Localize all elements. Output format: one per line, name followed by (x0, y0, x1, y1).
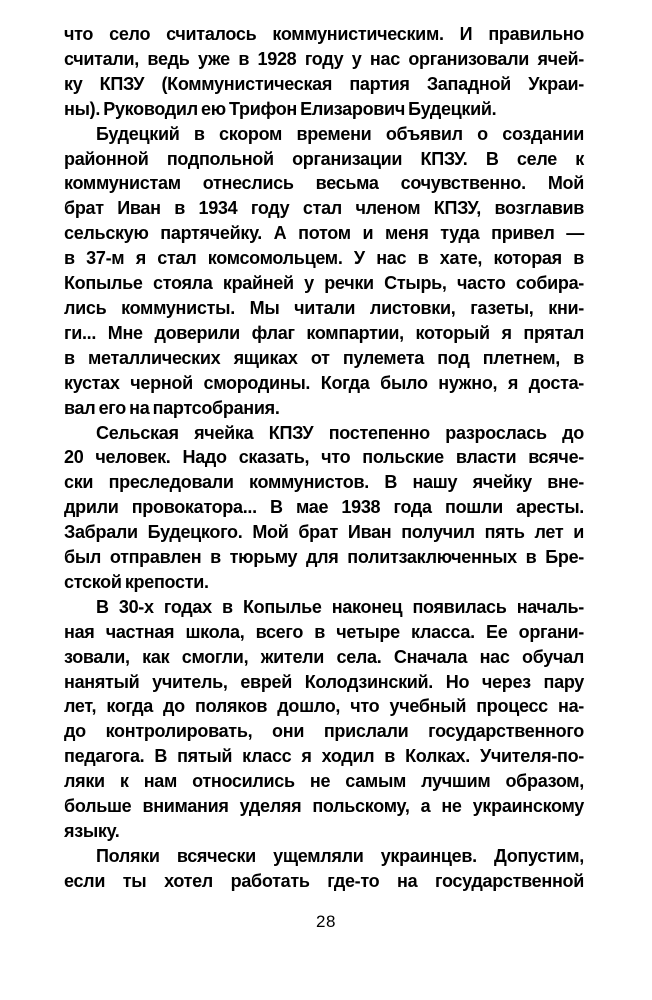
text-line: в металлических ящиках от пулемета под плетнем, в (64, 347, 584, 368)
text-line: кустах черной смородины. Когда было нужно, я доста- (64, 372, 584, 393)
text-line: районной подпольной организации КПЗУ. В селе к (64, 148, 584, 169)
text-line: ляки к нам относились не самым лучшим образом, (64, 771, 584, 792)
text-line: в 37-м я стал комсомольцем. У нас в хате, которая в (64, 248, 584, 269)
text-line: языку. (64, 821, 120, 841)
text-line: В 30-х годах в Копылье наконец появилась началь- (96, 596, 584, 617)
text-line: педагога. В пятый класс я ходил в Колках. Учителя-по- (64, 746, 584, 767)
text-line: 20 человек. Надо сказать, что польские власти всяче- (64, 447, 584, 468)
text-line: Забрали Будецкого. Мой брат Иван получил пять лет и (64, 522, 584, 543)
text-line: вал его на партсобрания. (64, 397, 280, 418)
text-line: коммунистам отнеслись весьма сочувственно. Мой (64, 173, 584, 194)
paragraph (64, 595, 584, 844)
text-line: ны). Руководил ею Трифон Елизарович Будецкий. (64, 98, 497, 119)
text-line: ги... Мне доверили флаг компартии, который я прятал (64, 322, 584, 343)
text-line: был отправлен в тюрьму для политзаключенных в Бре- (64, 547, 584, 568)
text-line: Поляки всячески ущемляли украинцев. Допустим, (96, 845, 584, 866)
text-line: Сельская ячейка КПЗУ постепенно разрослась до (96, 422, 584, 443)
text-line: ку КПЗУ (Коммунистическая партия Западной Украи- (64, 73, 584, 94)
text-line: стской крепости. (64, 571, 209, 592)
text-line: больше внимания уделяя польскому, а не украинскому (64, 796, 584, 817)
text-line: дрили провокатора... В мае 1938 года пошли аресты. (64, 497, 584, 518)
page-number: 28 (316, 912, 336, 931)
paragraph (64, 844, 584, 894)
text-line: ная частная школа, всего в четыре класса. Ее органи- (64, 621, 584, 642)
text-line: ски преследовали коммунистов. В нашу ячейку вне- (64, 472, 584, 493)
paragraph (64, 421, 584, 595)
text-line: до контролировать, они прислали государственного (64, 721, 584, 742)
page-text-block (64, 22, 584, 894)
text-line: Копылье стояла крайней у речки Стырь, часто собира- (64, 273, 584, 294)
text-line: брат Иван в 1934 году стал членом КПЗУ, возглавив (64, 198, 584, 219)
text-line: считали, ведь уже в 1928 году у нас организовали ячей- (64, 48, 584, 69)
text-line: сельскую партячейку. А потом и меня туда привел — (64, 223, 584, 244)
text-line: если ты хотел работать где-то на государственной (64, 870, 584, 891)
text-line: зовали, как смогли, жители села. Сначала нас обучал (64, 646, 584, 667)
text-line: лись коммунисты. Мы читали листовки, газеты, кни- (64, 297, 584, 318)
text-line: Будецкий в скором времени объявил о создании (96, 123, 584, 144)
text-line: нанятый учитель, еврей Колодзинский. Но через пару (64, 671, 584, 692)
text-line: что село считалось коммунистическим. И правильно (64, 24, 584, 44)
text-line: лет, когда до поляков дошло, что учебный процесс на- (64, 696, 584, 717)
paragraph (64, 22, 584, 122)
paragraph (64, 122, 584, 421)
